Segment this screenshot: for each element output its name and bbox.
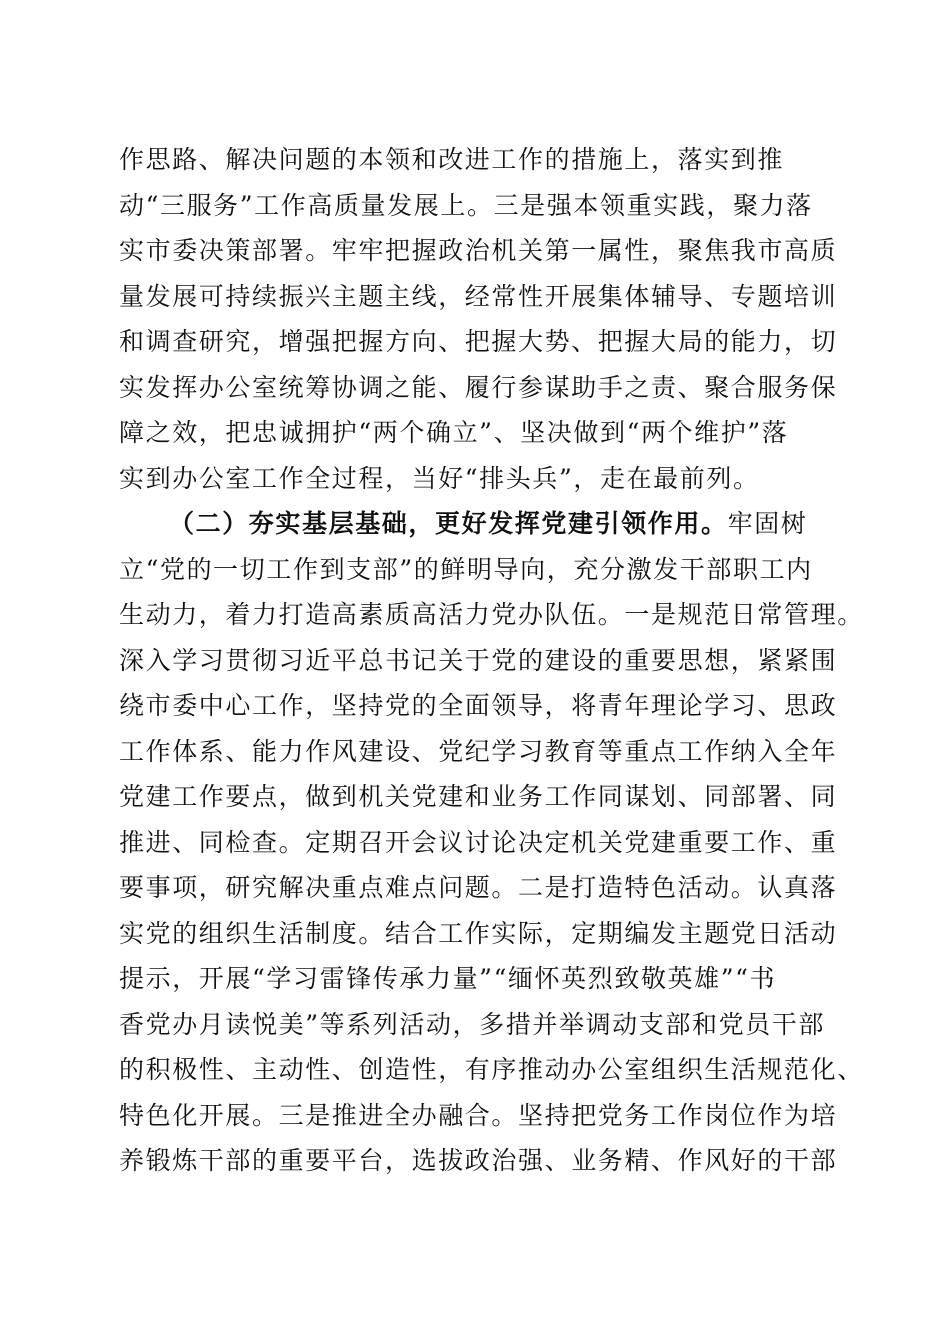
text-line: 实市委决策部署。牢牢把握政治机关第一属性，聚焦我市高质 [119, 236, 838, 265]
text-line: 提示，开展“学习雷锋传承力量”“缅怀英烈致敬英雄”“书 [119, 964, 777, 993]
text-line: 特色化开展。三是推进全办融合。坚持把党务工作岗位作为培 [119, 1100, 838, 1130]
section-heading-line [119, 501, 839, 547]
text-line: 要事项，研究解决重点难点问题。二是打造特色活动。认真落 [119, 873, 838, 902]
text-run: 牢固树 [727, 509, 808, 538]
text-line: 和调查研究，增强把握方向、把握大势、把握大局的能力，切 [119, 327, 838, 356]
text-line: 实党的组织生活制度。结合工作实际，定期编发主题党日活动 [119, 918, 838, 948]
text-line: 深入学习贯彻习近平总书记关于党的建设的重要思想，紧紧围 [119, 645, 838, 675]
paragraph-2 [119, 501, 864, 1184]
text-line: 生动力，着力打造高素质高活力党办队伍。一是规范日常管理。 [119, 600, 864, 629]
text-line: 动“三服务”工作高质量发展上。三是强本领重实践，聚力落 [119, 190, 813, 220]
text-line: 推进、同检查。定期召开会议讨论决定机关党建重要工作、重 [119, 827, 838, 857]
text-line: 香党办月读悦美”等系列活动，多措并举调动支部和党员干部 [119, 1009, 825, 1039]
text-line: 绕市委中心工作，坚持党的全面领导，将青年理论学习、思政 [119, 691, 838, 720]
text-line: 实发挥办公室统筹协调之能、履行参谋助手之责、聚合服务保 [119, 372, 838, 402]
text-line: 工作体系、能力作风建设、党纪学习教育等重点工作纳入全年 [119, 736, 838, 766]
text-line: 养锻炼干部的重要平台，选拔政治强、业务精、作风好的干部 [119, 1146, 838, 1175]
body-text [119, 137, 864, 1184]
text-line: 的积极性、主动性、创造性，有序推动办公室组织生活规范化、 [119, 1055, 864, 1084]
text-line: 障之效，把忠诚拥护“两个确立”、坚决做到“两个维护”落 [119, 418, 789, 447]
text-line: 立“党的一切工作到支部”的鲜明导向，充分激发干部职工内 [119, 554, 813, 584]
text-line: 量发展可持续振兴主题主线，经常性开展集体辅导、专题培训 [119, 281, 838, 311]
section-heading: （二）夯实基层基础，更好发挥党建引领作用。 [169, 509, 728, 538]
text-line: 党建工作要点，做到机关党建和业务工作同谋划、同部署、同 [119, 782, 838, 811]
text-line: 实到办公室工作全过程，当好“排头兵”，走在最前列。 [119, 463, 760, 493]
text-line: 作思路、解决问题的本领和改进工作的措施上，落实到推 [119, 145, 785, 174]
paragraph-1 [119, 137, 839, 501]
